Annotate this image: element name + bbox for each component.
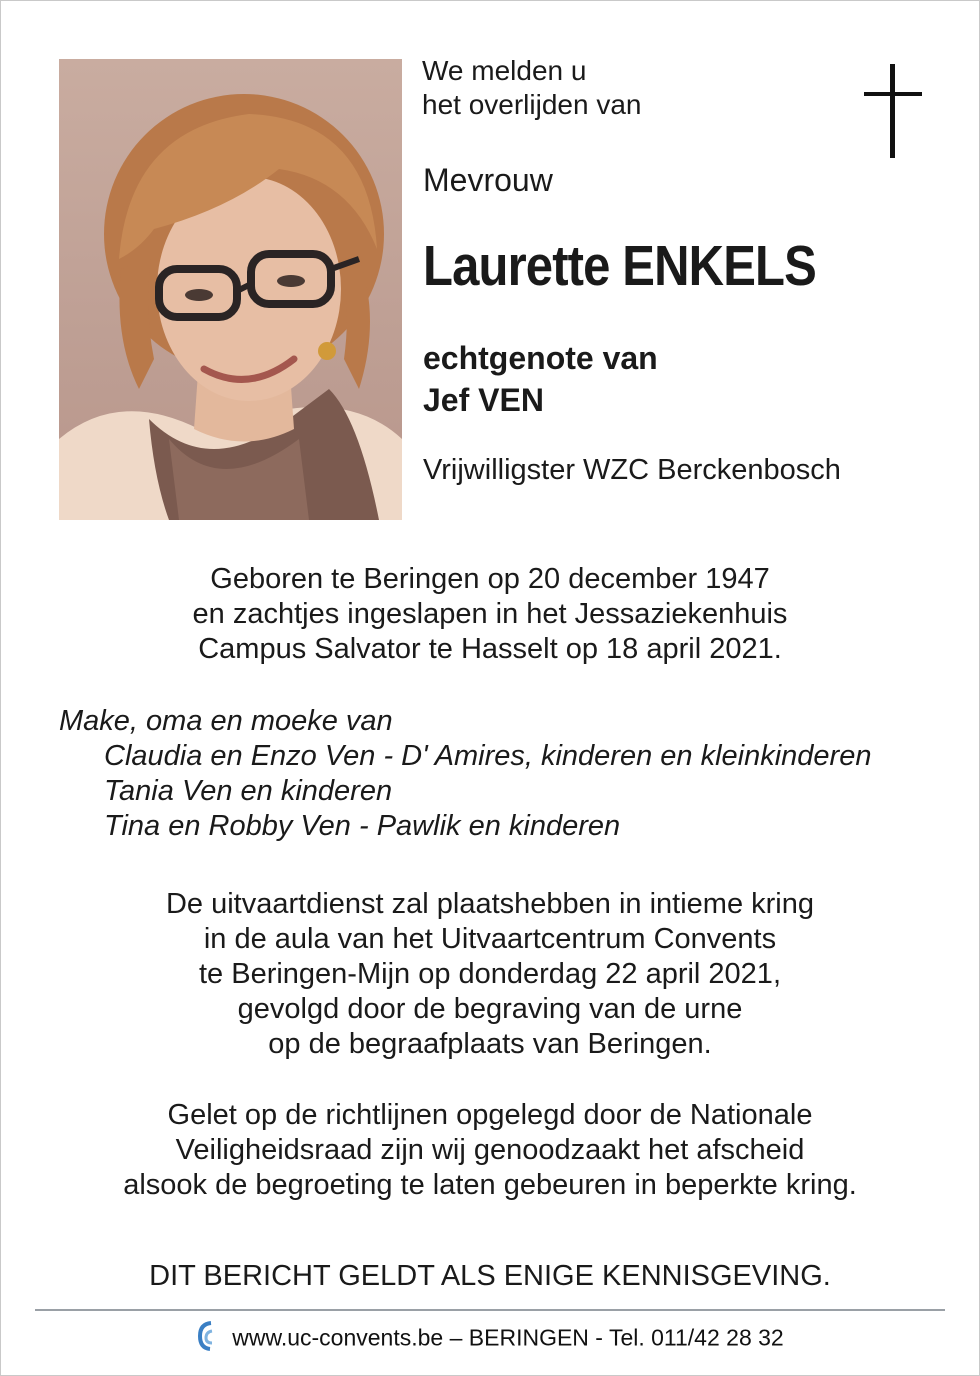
spouse-line-1: echtgenote van — [423, 340, 658, 376]
notice-line-3: alsook de begroeting te laten gebeuren in beperkte kring. — [123, 1169, 857, 1201]
service-line-5: op de begraafplaats van Beringen. — [268, 1028, 712, 1060]
footer — [0, 1320, 980, 1359]
notice-line-1: Gelet op de richtlijnen opgelegd door de Nationale — [167, 1099, 813, 1131]
birth-line-1: Geboren te Beringen op 20 december 1947 — [210, 563, 770, 595]
portrait-photo — [59, 59, 402, 520]
service-line-3: te Beringen-Mijn op donderdag 22 april 2021, — [198, 958, 781, 990]
notice-line-2: Veiligheidsraad zijn wij genoodzaakt het afscheid — [175, 1134, 805, 1166]
family-member: Tina en Robby Ven - Pawlik en kinderen — [104, 810, 621, 842]
birth-line-2: en zachtjes ingeslapen in het Jessaziekenhuis — [192, 598, 788, 630]
intro-line-2: het overlijden van — [422, 89, 642, 120]
birth-death-details — [0, 562, 980, 667]
birth-line-3: Campus Salvator te Hasselt op 18 april 2021. — [198, 633, 782, 665]
cross-icon — [864, 64, 922, 165]
spouse-info — [423, 337, 658, 421]
footer-divider — [35, 1309, 945, 1311]
service-line-1: De uitvaartdienst zal plaatshebben in intieme kring — [165, 888, 815, 920]
family-list — [59, 704, 871, 844]
footer-contact[interactable]: www.uc-convents.be – BERINGEN - Tel. 011/42 28 32 — [232, 1324, 784, 1351]
family-member: Claudia en Enzo Ven - D' Amires, kinderen en kleinkinderen — [104, 740, 872, 772]
family-intro: Make, oma en moeke van — [59, 705, 393, 737]
family-member: Tania Ven en kinderen — [104, 775, 393, 807]
service-line-2: in de aula van het Uitvaartcentrum Convents — [203, 923, 777, 955]
announcement-intro — [422, 54, 641, 122]
intro-line-1: We melden u — [422, 55, 587, 86]
deceased-name: Laurette ENKELS — [423, 234, 816, 298]
volunteer-role: Vrijwilligster WZC Berckenbosch — [423, 454, 841, 486]
spouse-line-2: Jef VEN — [423, 382, 544, 418]
honorific: Mevrouw — [423, 162, 553, 198]
funeral-home-logo-icon — [196, 1320, 218, 1359]
service-line-4: gevolgd door de begraving van de urne — [237, 993, 743, 1025]
closing-statement: DIT BERICHT GELDT ALS ENIGE KENNISGEVING. — [149, 1260, 831, 1292]
funeral-service-details — [0, 887, 980, 1062]
covid-notice — [0, 1098, 980, 1203]
